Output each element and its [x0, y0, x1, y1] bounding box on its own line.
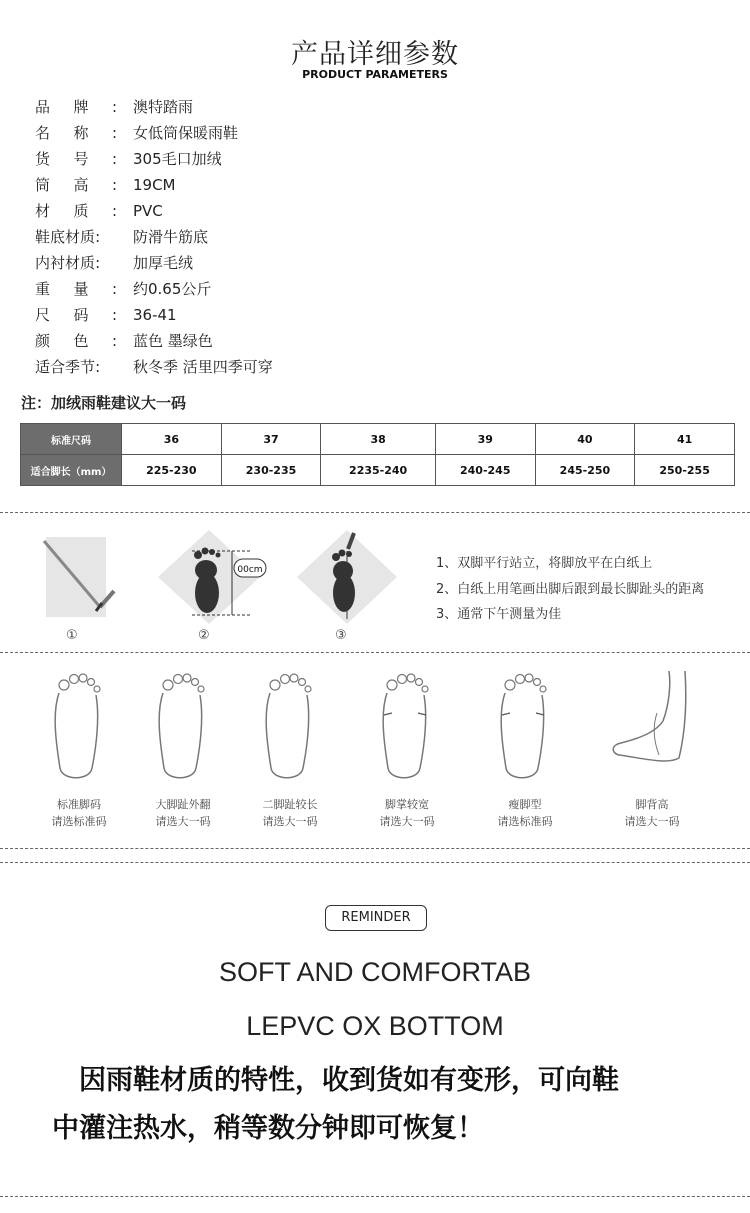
size-row-header: 标准尺码 [21, 424, 122, 455]
param-value: PVC [133, 202, 163, 220]
step-number-3: ③ [335, 628, 347, 643]
param-row [35, 354, 273, 380]
foot-length-cell: 2235-240 [321, 455, 436, 486]
foot-type-advice: 请选大一码 [624, 815, 680, 828]
param-row [35, 250, 273, 276]
param-row [35, 146, 273, 172]
foot-length-cell: 250-255 [635, 455, 735, 486]
reminder-line-2: LEPVC OX BOTTOM [246, 1011, 504, 1041]
param-label: 颜 色 : [35, 332, 117, 350]
foot-pen-icon [292, 527, 402, 627]
foot-outline-icon [480, 663, 570, 788]
foot-type-name: 标准脚码 [57, 798, 101, 811]
reminder-cn-line-2: 中灌注热水，稍等数分钟即可恢复！ [52, 1113, 484, 1144]
param-label: 内 衬 材 质 : [35, 254, 101, 272]
divider [0, 512, 750, 513]
foot-outline-icon [138, 663, 228, 788]
param-label: 材 质 : [35, 202, 117, 220]
param-value: 加厚毛绒 [133, 254, 194, 272]
param-row [35, 276, 273, 302]
param-row [35, 224, 273, 250]
instruction-2: 2、白纸上用笔画出脚后跟到最长脚趾头的距离 [436, 582, 705, 597]
param-label: 筒 高 : [35, 176, 117, 194]
size-cell: 36 [122, 424, 222, 455]
size-table [20, 423, 735, 486]
foot-type-name: 瘦脚型 [508, 798, 542, 811]
param-value: 约0.65公斤 [133, 280, 212, 298]
reminder-line-1: SOFT AND COMFORTAB [218, 957, 532, 987]
param-value: 秋冬季 活里四季可穿 [133, 358, 273, 376]
param-row [35, 120, 273, 146]
param-label: 重 量 : [35, 280, 117, 298]
ruler-label: 00cm [237, 565, 263, 575]
foot-length-cell: 245-250 [535, 455, 635, 486]
foot-type-caption [602, 796, 702, 830]
param-row [35, 198, 273, 224]
param-value: 36-41 [133, 306, 177, 324]
foot-length-cell: 230-235 [221, 455, 321, 486]
foot-type-advice: 请选大一码 [155, 815, 211, 828]
instruction-1: 1、双脚平行站立，将脚放平在白纸上 [436, 556, 653, 571]
param-value: 澳特踏雨 [133, 98, 194, 116]
divider [0, 848, 750, 849]
foot-type-caption [475, 796, 575, 830]
foot-length-cell: 225-230 [122, 455, 222, 486]
page-title: 产品详细参数 [291, 39, 459, 70]
param-label: 货 号 : [35, 150, 117, 168]
size-cell: 40 [535, 424, 635, 455]
foot-outline-icon [607, 663, 697, 788]
foot-type-name: 脚掌较宽 [385, 798, 429, 811]
param-value: 女低筒保暖雨鞋 [133, 124, 239, 142]
foot-length-row-header: 适合脚长（mm） [21, 455, 122, 486]
pen-drawing-icon [38, 533, 128, 623]
foot-type-caption [133, 796, 233, 830]
size-cell: 37 [221, 424, 321, 455]
param-value: 防滑牛筋底 [133, 228, 209, 246]
foot-type-caption [357, 796, 457, 830]
foot-type-name: 二脚趾较长 [262, 798, 318, 811]
foot-type-advice: 请选大一码 [262, 815, 318, 828]
param-value: 305毛口加绒 [133, 150, 222, 168]
divider [0, 652, 750, 653]
foot-outline-icon [34, 663, 124, 788]
foot-type-caption [240, 796, 340, 830]
divider [0, 862, 750, 863]
foot-length-row [21, 455, 735, 486]
size-note: 注：加绒雨鞋建议大一码 [21, 394, 187, 412]
param-label: 名 称 : [35, 124, 117, 142]
foot-outline-icon [362, 663, 452, 788]
param-row [35, 302, 273, 328]
step-number-2: ② [198, 628, 210, 643]
divider [0, 1196, 750, 1197]
foot-type-advice: 请选标准码 [51, 815, 107, 828]
foot-outline-icon [245, 663, 335, 788]
param-label: 适 合 季 节 : [35, 358, 101, 376]
foot-type-name: 脚背高 [635, 798, 669, 811]
reminder-badge: REMINDER [325, 905, 427, 931]
param-label: 品 牌 : [35, 98, 117, 116]
foot-type-advice: 请选标准码 [497, 815, 553, 828]
param-label: 鞋 底 材 质 : [35, 228, 101, 246]
foot-measure-icon [152, 527, 267, 627]
param-row [35, 172, 273, 198]
foot-type-advice: 请选大一码 [379, 815, 435, 828]
param-value: 蓝色 墨绿色 [133, 332, 213, 350]
size-row [21, 424, 735, 455]
foot-length-cell: 240-245 [435, 455, 535, 486]
param-value: 19CM [133, 176, 176, 194]
instruction-3: 3、通常下午测量为佳 [436, 607, 562, 622]
param-row [35, 328, 273, 354]
page-subtitle: PRODUCT PARAMETERS [302, 68, 448, 81]
foot-type-name: 大脚趾外翻 [155, 798, 211, 811]
param-label: 尺 码 : [35, 306, 117, 324]
foot-type-caption [29, 796, 129, 830]
parameter-list [35, 94, 273, 380]
size-cell: 39 [435, 424, 535, 455]
param-row [35, 94, 273, 120]
size-cell: 41 [635, 424, 735, 455]
reminder-cn-line-1: 因雨鞋材质的特性，收到货如有变形，可向鞋 [52, 1065, 619, 1096]
step-number-1: ① [66, 628, 78, 643]
size-cell: 38 [321, 424, 436, 455]
